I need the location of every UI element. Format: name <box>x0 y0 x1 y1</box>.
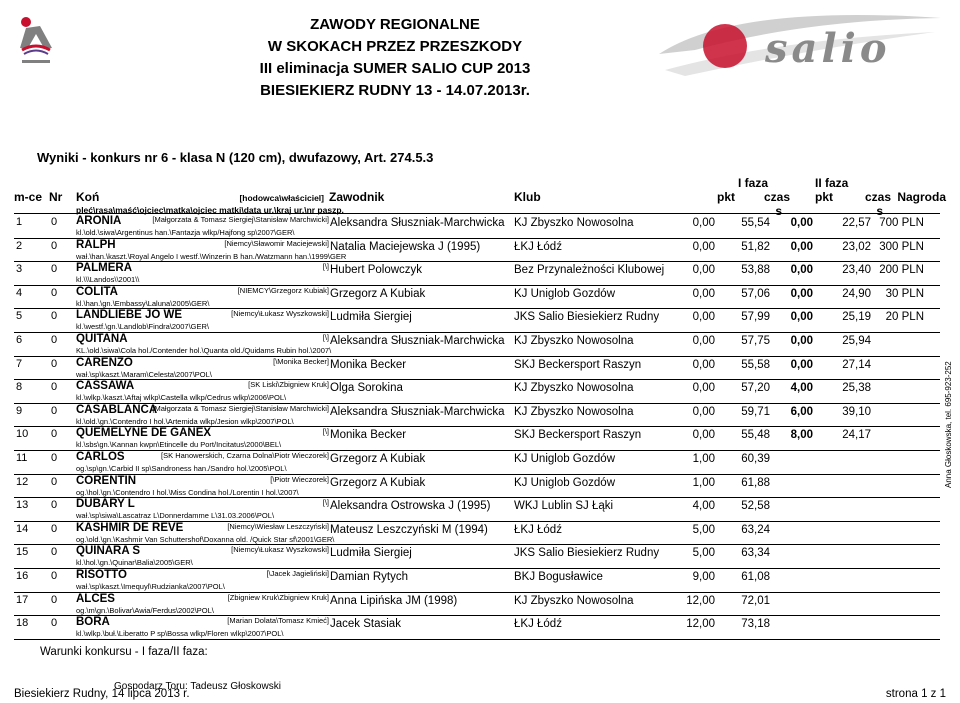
owner-cell: [Małgorzata & Tomasz Siergiej\Stanisław Marchwicki] <box>152 215 329 224</box>
club-cell: KJ Zbyszko Nowosolna <box>514 335 634 347</box>
table-row <box>0 380 940 403</box>
place-cell: 4 <box>16 286 23 299</box>
club-cell: KJ Zbyszko Nowosolna <box>514 405 634 418</box>
pedigree-cell: wał.\han.\kaszt.\Royal Angelo I westf.\Winzerin B han./Watzmann han.\1999\GER <box>76 251 347 261</box>
phase2-time-cell: 25,19 <box>842 311 871 324</box>
rider-cell: Aleksandra Słuszniak-Marchwicka <box>330 335 505 347</box>
club-cell: JKS Salio Biesiekierz Rudny <box>514 547 660 560</box>
phase1-points-cell: 4,00 <box>692 500 715 513</box>
start-number-cell: 0 <box>51 593 58 606</box>
title-line-3: III eliminacja SUMER SALIO CUP 2013 <box>259 60 531 77</box>
competition-conditions: Warunki konkursu - I faza/II faza: <box>40 646 208 658</box>
pedigree-cell: og.\sp\gn.\Carbid II sp\Sandroness han./Sandro hol.\2005\POL\ <box>76 464 287 473</box>
pedigree-cell: kl.\westf.\gn.\Landlob\Findra\2007\GER\ <box>76 322 209 332</box>
rider-cell: Olga Sorokina <box>330 382 403 395</box>
phase2-points-cell: 0,00 <box>790 311 813 324</box>
phase1-time-cell: 73,18 <box>741 618 770 631</box>
start-number-cell: 0 <box>51 310 58 323</box>
start-number-cell: 0 <box>51 546 58 559</box>
phase1-time-cell: 53,88 <box>741 264 770 277</box>
header-time-1: czas <box>763 190 790 204</box>
phase2-points-cell: 0,00 <box>790 217 813 229</box>
owner-cell: [Niemcy\Wiesław Leszczyński] <box>227 521 329 531</box>
phase1-time-cell: 61,08 <box>741 571 770 583</box>
start-number-cell: 0 <box>51 286 58 299</box>
title-line-1: ZAWODY REGIONALNE <box>310 16 480 33</box>
club-cell: SKJ Beckersport Raszyn <box>514 429 642 442</box>
rider-cell: Monika Becker <box>330 429 407 442</box>
start-number-cell: 0 <box>51 522 58 535</box>
owner-cell: [SK Hanowerskich, Czarna Dolna\Piotr Wieczorek] <box>161 451 329 460</box>
table-row <box>0 569 940 592</box>
table-row <box>0 309 940 332</box>
header-prize: Nagroda <box>897 190 946 204</box>
table-row <box>0 333 940 356</box>
start-number-cell: 0 <box>51 357 58 370</box>
phase2-time-cell: 24,90 <box>842 287 871 300</box>
table-row <box>0 239 940 262</box>
course-designer: Gospodarz Toru: Tadeusz Głoskowski <box>114 681 281 692</box>
phase1-time-cell: 59,71 <box>741 405 770 418</box>
owner-cell: [\Jacek Jagieliński] <box>266 569 329 578</box>
row-divider <box>14 639 940 640</box>
horse-name-cell: CARENZO <box>76 356 133 369</box>
rider-cell: Monika Becker <box>330 358 407 371</box>
pedigree-cell: kl.\old.\gn.\Contendro I hol.\Artemida wlkp/Jesion wlkp\2007\POL\ <box>76 416 294 426</box>
table-row <box>0 616 940 639</box>
phase2-time-cell: 24,17 <box>842 429 871 442</box>
rider-cell: Ludmiła Siergiej <box>330 311 412 324</box>
horse-name-cell: ARONIA <box>76 215 122 227</box>
pedigree-cell: kl.\wlkp.\buł.\Liberatto P sp\Bossa wlkp/Floren wlkp\2007\POL\ <box>76 629 284 639</box>
owner-cell: [\] <box>322 498 329 508</box>
phase2-time-cell: 39,10 <box>842 405 871 418</box>
horse-name-cell: BORA <box>76 616 110 629</box>
pedigree-cell: kl.\sbs\gn.\Kannan kwpn\Etincelle du Port/Incitatus\2000\BEL\ <box>76 440 282 450</box>
phase1-time-cell: 52,58 <box>741 500 770 513</box>
place-cell: 3 <box>16 263 23 276</box>
pedigree-cell: wał.\sp\kaszt.\Imequyl\Rudzianka\2007\POL\ <box>76 582 225 591</box>
owner-cell: [Niemcy\Łukasz Wyszkowski] <box>231 545 329 555</box>
phase1-points-cell: 0,00 <box>692 358 715 371</box>
phase1-points-cell: 0,00 <box>692 217 715 229</box>
owner-cell: [\] <box>322 262 329 272</box>
header-horse: Koń <box>76 190 100 204</box>
horse-name-cell: ALCES <box>76 592 115 605</box>
place-cell: 9 <box>16 404 23 417</box>
rider-cell: Natalia Maciejewska J (1995) <box>330 240 481 253</box>
club-cell: BKJ Bogusławice <box>514 571 603 583</box>
header-points-1: pkt <box>717 190 735 204</box>
header-divider <box>14 213 940 214</box>
contact-note: Anna Głoskowska, tel. 695-923-252 <box>944 361 953 488</box>
start-number-cell: 0 <box>51 452 58 464</box>
rider-cell: Grzegorz A Kubiak <box>330 476 426 489</box>
horse-name-cell: CARLOS <box>76 451 125 463</box>
phase1-points-cell: 0,00 <box>692 382 715 395</box>
club-cell: KJ Zbyszko Nowosolna <box>514 217 634 229</box>
rider-cell: Aleksandra Ostrowska J (1995) <box>330 500 491 513</box>
horse-name-cell: QUINARA S <box>76 545 141 558</box>
place-cell: 2 <box>16 239 23 252</box>
horse-name-cell: DUBARY L <box>76 498 135 511</box>
owner-cell: [Niemcy\Łukasz Wyszkowski] <box>231 309 329 319</box>
phase1-points-cell: 1,00 <box>692 476 715 489</box>
phase1-time-cell: 57,06 <box>741 287 770 300</box>
phase1-points-cell: 12,00 <box>686 594 715 607</box>
start-number-cell: 0 <box>51 216 58 228</box>
phase1-points-cell: 0,00 <box>692 287 715 300</box>
start-number-cell: 0 <box>51 499 58 512</box>
phase1-time-cell: 60,39 <box>741 453 770 465</box>
phase1-points-cell: 0,00 <box>692 405 715 418</box>
start-number-cell: 0 <box>51 617 58 630</box>
table-row <box>0 215 940 238</box>
horse-name-cell: COLITA <box>76 285 118 298</box>
club-cell: Bez Przynależności Klubowej <box>514 264 665 277</box>
rider-cell: Jacek Stasiak <box>330 618 401 631</box>
pedigree-cell: kl.\\\Landos\\2001\\ <box>76 275 140 285</box>
phase1-points-cell: 0,00 <box>692 264 715 277</box>
rider-cell: Grzegorz A Kubiak <box>330 287 426 300</box>
prize-cell: 30 PLN <box>885 287 924 300</box>
phase2-time-cell: 25,94 <box>842 335 871 347</box>
rider-cell: Aleksandra Słuszniak-Marchwicka <box>330 217 505 229</box>
phase2-points-cell: 0,00 <box>790 335 813 347</box>
pedigree-cell: kl.\han.\gn.\Embassy\Laluna\2005\GER\ <box>76 298 210 308</box>
place-cell: 16 <box>16 570 29 582</box>
header-nr: Nr <box>49 190 63 204</box>
phase2-points-cell: 0,00 <box>790 287 813 300</box>
phase1-time-cell: 55,48 <box>741 429 770 442</box>
table-row <box>0 545 940 568</box>
header-seconds-1: s <box>775 204 782 218</box>
phase1-points-cell: 5,00 <box>692 523 715 536</box>
phase1-time-cell: 61,88 <box>741 476 770 489</box>
table-row <box>0 593 940 616</box>
start-number-cell: 0 <box>51 570 58 582</box>
owner-cell: [\] <box>322 427 329 437</box>
pedigree-cell: wał.\sp\kaszt.\Maram\Celesta\2007\POL\ <box>76 369 212 379</box>
rider-cell: Hubert Polowczyk <box>330 264 423 277</box>
owner-cell: [\Piotr Wieczorek] <box>270 474 329 484</box>
pedigree-cell: og.\hol.\gn.\Contendro I hol.\Miss Condina hol./Lorentin I hol.\2007\ <box>76 487 299 497</box>
pedigree-cell: kl.\wlkp.\kaszt.\Aftaj wlkp\Castella wlkp/Cedrus wlkp\2006\POL\ <box>76 393 287 403</box>
place-cell: 17 <box>16 593 29 606</box>
page-number: strona 1 z 1 <box>885 688 946 700</box>
place-cell: 8 <box>16 381 23 394</box>
table-row <box>0 498 940 521</box>
phase1-points-cell: 0,00 <box>692 429 715 442</box>
header-pedigree: pleć\rasa\maść\ojciec\matka\ojciec matki\data ur.\kraj ur.\nr paszp. <box>76 205 344 215</box>
title-line-2: W SKOKACH PRZEZ PRZESZKODY <box>267 38 523 55</box>
pedigree-cell: wał.\sp\siwa\Lascatraz L\Donnerdamme L\31.03.2006\POL\ <box>76 511 275 521</box>
phase1-points-cell: 0,00 <box>692 240 715 253</box>
club-logo-icon <box>14 14 58 68</box>
phase2-time-cell: 25,38 <box>842 382 871 395</box>
club-cell: SKJ Beckersport Raszyn <box>514 358 642 371</box>
horse-name-cell: RALPH <box>76 238 116 251</box>
event-title <box>230 14 560 102</box>
rider-cell: Grzegorz A Kubiak <box>330 453 426 465</box>
horse-name-cell: CASABLANCA <box>76 403 158 416</box>
phase1-time-cell: 57,99 <box>741 311 770 324</box>
start-number-cell: 0 <box>51 334 58 346</box>
header-seconds-2: s <box>876 204 883 218</box>
owner-cell: [Niemcy\Sławomir Maciejewski] <box>224 238 329 248</box>
phase2-points-cell: 0,00 <box>790 240 813 253</box>
phase1-time-cell: 55,54 <box>741 217 770 229</box>
club-cell: JKS Salio Biesiekierz Rudny <box>514 311 660 324</box>
rider-cell: Damian Rytych <box>330 571 408 583</box>
start-number-cell: 0 <box>51 428 58 441</box>
phase2-time-cell: 22,57 <box>842 217 871 229</box>
table-row <box>0 427 940 450</box>
prize-cell: 200 PLN <box>879 264 924 277</box>
prize-cell: 20 PLN <box>885 311 924 324</box>
horse-name-cell: QUITANA <box>76 333 128 345</box>
phase1-time-cell: 63,34 <box>741 547 770 560</box>
table-row <box>0 404 940 427</box>
phase1-points-cell: 12,00 <box>686 618 715 631</box>
salio-logo-icon <box>655 10 945 82</box>
club-cell: ŁKJ Łódź <box>514 618 562 631</box>
club-cell: KJ Zbyszko Nowosolna <box>514 594 634 607</box>
horse-name-cell: CASSAWA <box>76 380 135 393</box>
club-cell: KJ Zbyszko Nowosolna <box>514 382 634 395</box>
horse-name-cell: CORENTIN <box>76 474 137 487</box>
place-cell: 12 <box>16 475 29 488</box>
horse-name-cell: RISOTTO <box>76 569 127 581</box>
phase1-time-cell: 51,82 <box>741 240 770 253</box>
phase1-time-cell: 63,24 <box>741 523 770 536</box>
phase2-time-cell: 27,14 <box>842 358 871 371</box>
owner-cell: [Małgorzata & Tomasz Siergiej\Stanisław Marchwicki] <box>152 403 329 413</box>
table-row <box>0 262 940 285</box>
start-number-cell: 0 <box>51 263 58 276</box>
place-cell: 18 <box>16 617 29 630</box>
club-cell: KJ Uniglob Gozdów <box>514 287 615 300</box>
place-cell: 15 <box>16 546 29 559</box>
club-cell: KJ Uniglob Gozdów <box>514 453 615 465</box>
phase1-time-cell: 72,01 <box>741 594 770 607</box>
header-phase-1: I faza <box>738 176 769 190</box>
rider-cell: Ludmiła Siergiej <box>330 547 412 560</box>
place-cell: 14 <box>16 522 29 535</box>
pedigree-cell: kl.\old.\siwa\Argentinus han.\Fantazja wlkp/Hajfong sp\2007\GER\ <box>76 228 295 237</box>
owner-cell: [\Monika Becker] <box>273 356 329 366</box>
table-row <box>0 475 940 498</box>
club-cell: ŁKJ Łódź <box>514 523 562 536</box>
place-cell: 5 <box>16 310 23 323</box>
phase1-time-cell: 57,75 <box>741 335 770 347</box>
pedigree-cell: KL.\old.\siwa\Cola hol./Contender hol.\Quanta old./Quidams Rubin hol.\2007\ <box>76 346 332 355</box>
title-line-4: BIESIEKIERZ RUDNY 13 - 14.07.2013r. <box>260 82 530 99</box>
phase1-time-cell: 57,20 <box>741 382 770 395</box>
phase1-points-cell: 0,00 <box>692 335 715 347</box>
phase1-time-cell: 55,58 <box>741 358 770 371</box>
owner-cell: [\] <box>322 333 329 342</box>
pedigree-cell: og.\old.\gn.\Kashmir Van Schuttershof\Doxanna old. /Quick Star sf\2001\GER\ <box>76 534 335 544</box>
start-number-cell: 0 <box>51 381 58 394</box>
table-row <box>0 357 940 380</box>
header-phase-2: II faza <box>815 176 849 190</box>
start-number-cell: 0 <box>51 239 58 252</box>
owner-cell: [NIEMCY\Grzegorz Kubiak] <box>237 285 329 295</box>
phase2-points-cell: 6,00 <box>790 405 813 418</box>
start-number-cell: 0 <box>51 475 58 488</box>
place-cell: 10 <box>16 428 29 441</box>
horse-name-cell: KASHMIR DE REVE <box>76 521 184 534</box>
pedigree-cell: kl.\hol.\gn.\Quinar\Balia\2005\GER\ <box>76 558 193 568</box>
header-points-2: pkt <box>815 190 833 204</box>
pedigree-cell: og.\m\gn.\Bolivar\Awia/Ferdus\2002\POL\ <box>76 605 214 615</box>
phase2-time-cell: 23,40 <box>842 264 871 277</box>
start-number-cell: 0 <box>51 404 58 417</box>
header-owner: [hodowca\właściciel] <box>239 193 324 203</box>
table-row <box>0 451 940 474</box>
phase1-points-cell: 5,00 <box>692 547 715 560</box>
horse-name-cell: LANDLIEBE JO WE <box>76 309 183 322</box>
owner-cell: [SK Liski\Zbigniew Kruk] <box>248 380 329 390</box>
phase2-points-cell: 8,00 <box>790 429 813 442</box>
owner-cell: [Zbigniew Kruk\Zbigniew Kruk] <box>227 592 329 602</box>
header-club: Klub <box>514 190 541 204</box>
phase2-points-cell: 0,00 <box>790 358 813 371</box>
header-rider: Zawodnik <box>329 190 385 204</box>
competition-subtitle: Wyniki - konkurs nr 6 - klasa N (120 cm), dwufazowy, Art. 274.5.3 <box>37 150 434 165</box>
phase2-time-cell: 23,02 <box>842 240 871 253</box>
place-cell: 13 <box>16 499 29 512</box>
phase2-points-cell: 0,00 <box>790 264 813 277</box>
phase1-points-cell: 9,00 <box>692 571 715 583</box>
rider-cell: Anna Lipińska JM (1998) <box>330 594 458 607</box>
salio-logo-text: salio <box>765 25 891 72</box>
place-cell: 1 <box>16 216 23 228</box>
phase1-points-cell: 1,00 <box>692 453 715 465</box>
prize-cell: 700 PLN <box>879 217 924 229</box>
horse-name-cell: QUEMELYNE DE GANEX <box>76 427 212 440</box>
header-place: m-ce <box>14 190 43 204</box>
rider-cell: Aleksandra Słuszniak-Marchwicka <box>330 405 505 418</box>
phase2-points-cell: 4,00 <box>790 382 813 395</box>
place-cell: 11 <box>16 452 28 464</box>
prize-cell: 300 PLN <box>879 240 924 253</box>
header-time-2: czas <box>864 190 891 204</box>
footer-location-date: Biesiekierz Rudny, 14 lipca 2013 r. <box>14 688 190 700</box>
horse-name-cell: PALMERA <box>76 262 133 275</box>
place-cell: 7 <box>16 357 23 370</box>
phase1-points-cell: 0,00 <box>692 311 715 324</box>
club-cell: WKJ Lublin SJ Łąki <box>514 500 614 513</box>
rider-cell: Mateusz Leszczyński M (1994) <box>330 523 488 536</box>
table-row <box>0 522 940 545</box>
club-cell: KJ Uniglob Gozdów <box>514 476 615 489</box>
place-cell: 6 <box>16 334 23 346</box>
owner-cell: [Marian Dolata\Tomasz Kmieć] <box>227 616 329 626</box>
club-cell: ŁKJ Łódź <box>514 240 562 253</box>
table-row <box>0 286 940 309</box>
